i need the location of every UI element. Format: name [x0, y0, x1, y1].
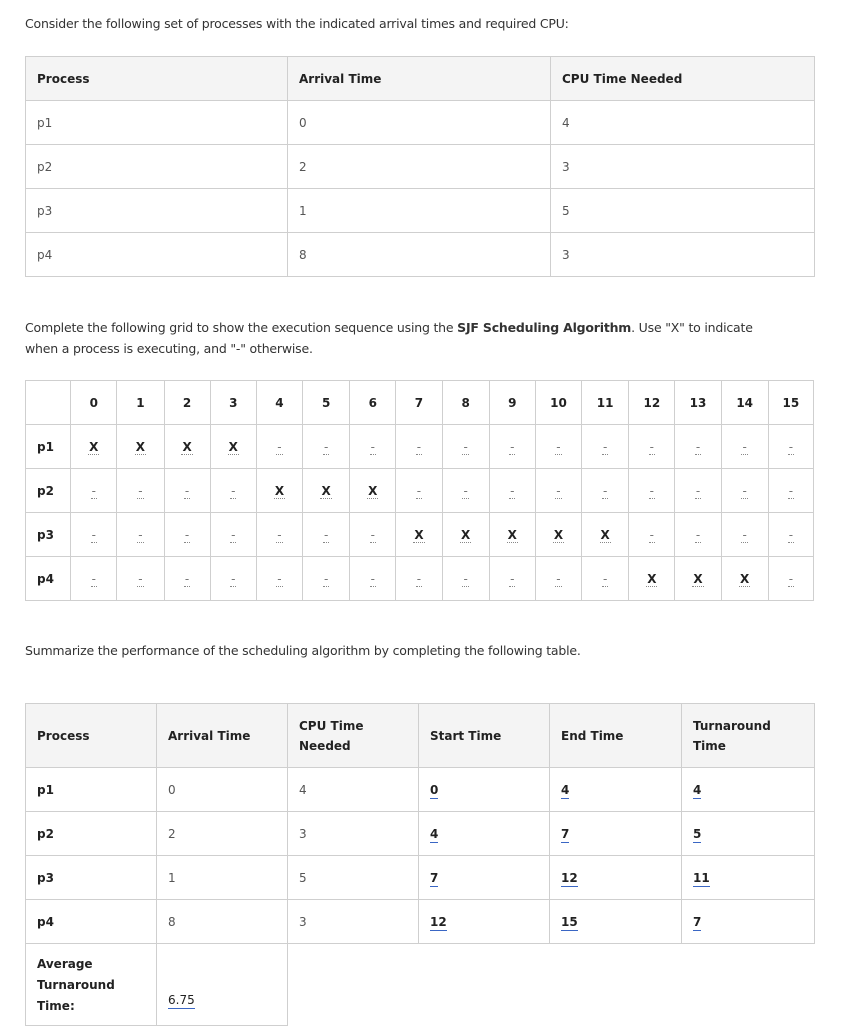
header-turnaround-time: Turnaround Time [682, 704, 815, 768]
grid-cell [768, 513, 813, 557]
table-row [26, 145, 815, 189]
grid-cell [629, 469, 675, 513]
end-time-answer[interactable]: 7 [561, 826, 570, 841]
table-row [26, 856, 815, 900]
grid-corner [26, 381, 71, 425]
time-header: 12 [629, 381, 675, 425]
average-row [26, 944, 815, 1026]
time-header: 4 [256, 381, 302, 425]
grid-cell [489, 425, 535, 469]
time-header: 9 [489, 381, 535, 425]
grid-cell-value[interactable]: - [463, 483, 468, 498]
grid-cell [117, 513, 164, 557]
grid-cell-value[interactable]: X [182, 439, 192, 454]
header-start-time: Start Time [419, 704, 550, 768]
grid-header-row [26, 381, 814, 425]
grid-cell [535, 513, 581, 557]
grid-cell-value[interactable]: - [277, 571, 282, 586]
grid-cell [768, 557, 813, 601]
grid-cell [396, 557, 442, 601]
grid-cell [396, 425, 442, 469]
grid-cell [442, 469, 489, 513]
time-header: 8 [442, 381, 489, 425]
grid-cell-value[interactable]: X [507, 527, 517, 542]
process-cell: p3 [26, 189, 288, 233]
empty-area [288, 944, 815, 1026]
grid-cell-value[interactable]: - [602, 439, 608, 454]
instructions-part2: . Use "X" to indicate when a process is executing, and "-" otherwise. [25, 320, 753, 356]
grid-cell-value[interactable]: - [556, 571, 561, 586]
process-cell: p2 [26, 812, 157, 856]
grid-cell-value[interactable]: - [556, 483, 561, 498]
grid-cell [210, 425, 256, 469]
grid-cell [442, 425, 489, 469]
start-time-answer[interactable]: 4 [430, 826, 439, 841]
grid-cell [256, 425, 302, 469]
turnaround-answer[interactable]: 11 [693, 870, 710, 885]
grid-cell-value[interactable]: - [323, 527, 329, 542]
grid-cell [117, 425, 164, 469]
grid-cell-value[interactable]: - [231, 527, 236, 542]
grid-cell-value[interactable]: - [370, 571, 375, 586]
grid-cell [350, 425, 396, 469]
grid-cell-value[interactable]: - [323, 439, 329, 454]
turnaround-answer[interactable]: 7 [693, 914, 702, 929]
time-header: 1 [117, 381, 164, 425]
start-time-answer[interactable]: 12 [430, 914, 447, 929]
grid-cell [71, 469, 117, 513]
grid-cell [117, 469, 164, 513]
grid-cell [350, 469, 396, 513]
grid-cell-value[interactable]: X [693, 571, 703, 586]
average-turnaround-answer[interactable]: 6.75 [168, 993, 195, 1007]
grid-cell [675, 425, 721, 469]
header-end-time: End Time [550, 704, 682, 768]
grid-cell-value[interactable]: - [91, 527, 96, 542]
summary-text: Summarize the performance of the scheduling algorithm by completing the following table. [25, 643, 581, 658]
end-time-answer[interactable]: 12 [561, 870, 578, 885]
grid-cell [721, 469, 768, 513]
grid-cell-value[interactable]: - [416, 439, 422, 454]
table-row [26, 900, 815, 944]
grid-cell-value[interactable]: - [416, 571, 422, 586]
turnaround-answer[interactable]: 5 [693, 826, 702, 841]
grid-row [26, 425, 814, 469]
grid-cell [303, 425, 350, 469]
grid-cell-value[interactable]: X [461, 527, 471, 542]
instructions-part1: Complete the following grid to show the execution sequence using the [25, 320, 458, 335]
arrival-cell: 1 [288, 189, 551, 233]
cpu-cell: 3 [288, 900, 419, 944]
process-cell: p4 [26, 233, 288, 277]
grid-cell [303, 557, 350, 601]
grid-cell [350, 557, 396, 601]
grid-cell [303, 513, 350, 557]
cpu-cell: 4 [288, 768, 419, 812]
grid-cell-value[interactable]: - [602, 571, 608, 586]
grid-cell [442, 513, 489, 557]
arrival-cell: 0 [157, 768, 288, 812]
grid-cell-value[interactable]: - [510, 571, 515, 586]
grid-cell [535, 425, 581, 469]
summary-table [25, 703, 815, 1026]
grid-cell-value[interactable]: - [370, 527, 375, 542]
grid-cell [71, 557, 117, 601]
grid-cell [629, 513, 675, 557]
grid-cell [489, 513, 535, 557]
arrival-cell: 0 [288, 101, 551, 145]
grid-cell [721, 557, 768, 601]
grid-cell-value[interactable]: - [510, 439, 515, 454]
table-row [26, 768, 815, 812]
grid-cell [71, 513, 117, 557]
time-header: 2 [164, 381, 210, 425]
arrival-cell: 2 [157, 812, 288, 856]
process-cell: p2 [26, 145, 288, 189]
grid-cell-value[interactable]: - [138, 527, 143, 542]
grid-cell-value[interactable]: X [321, 483, 331, 498]
grid-cell-value[interactable]: - [463, 439, 468, 454]
process-table-header [26, 57, 815, 101]
end-time-answer[interactable]: 15 [561, 914, 578, 929]
process-cell: p4 [26, 900, 157, 944]
start-time-answer[interactable]: 0 [430, 782, 439, 797]
grid-cell [256, 557, 302, 601]
grid-cell [582, 557, 629, 601]
intro-text: Consider the following set of processes with the indicated arrival times and required CPU: [25, 16, 569, 31]
grid-cell [721, 425, 768, 469]
grid-cell-value[interactable]: X [228, 439, 238, 454]
process-cell: p3 [26, 856, 157, 900]
time-header: 15 [768, 381, 813, 425]
header-arrival-time: Arrival Time [288, 57, 551, 101]
cpu-cell: 3 [288, 812, 419, 856]
grid-cell [256, 469, 302, 513]
grid-cell [350, 513, 396, 557]
grid-cell [164, 513, 210, 557]
grid-cell-value[interactable]: - [184, 527, 190, 542]
grid-cell [582, 513, 629, 557]
grid-cell-value[interactable]: X [740, 571, 750, 586]
grid-cell-value[interactable]: - [649, 527, 654, 542]
arrival-cell: 1 [157, 856, 288, 900]
grid-cell-value[interactable]: - [416, 483, 422, 498]
turnaround-answer[interactable]: 4 [693, 782, 702, 797]
grid-cell [164, 469, 210, 513]
table-row [26, 812, 815, 856]
grid-cell-value[interactable]: - [649, 439, 654, 454]
grid-cell-value[interactable]: - [323, 571, 329, 586]
grid-cell [489, 469, 535, 513]
grid-cell-value[interactable]: X [553, 527, 564, 542]
grid-cell [629, 557, 675, 601]
grid-row [26, 557, 814, 601]
grid-cell-value[interactable]: - [742, 483, 747, 498]
time-header: 6 [350, 381, 396, 425]
grid-cell-value[interactable]: - [695, 527, 701, 542]
grid-cell-value[interactable]: - [788, 527, 794, 542]
cpu-cell: 5 [551, 189, 815, 233]
cpu-cell: 5 [288, 856, 419, 900]
grid-cell [164, 557, 210, 601]
start-time-answer[interactable]: 7 [430, 870, 439, 885]
grid-cell-value[interactable]: - [91, 483, 96, 498]
time-header: 3 [210, 381, 256, 425]
execution-grid [25, 380, 814, 601]
grid-cell-value[interactable]: - [556, 439, 561, 454]
grid-cell [210, 513, 256, 557]
grid-cell [582, 425, 629, 469]
grid-cell [629, 425, 675, 469]
grid-cell [396, 513, 442, 557]
grid-cell-value[interactable]: - [184, 571, 190, 586]
table-row [26, 101, 815, 145]
process-cell: p1 [26, 101, 288, 145]
grid-cell-value[interactable]: X [135, 439, 146, 454]
process-table [25, 56, 815, 277]
grid-row [26, 469, 814, 513]
table-row [26, 189, 815, 233]
grid-cell [675, 469, 721, 513]
grid-cell-value[interactable]: X [414, 527, 424, 542]
time-header: 0 [71, 381, 117, 425]
grid-cell-value[interactable]: - [695, 439, 701, 454]
cpu-cell: 4 [551, 101, 815, 145]
grid-cell [535, 557, 581, 601]
average-label: Average Turnaround Time: [26, 944, 157, 1026]
grid-cell-value[interactable]: X [274, 483, 285, 498]
header-cpu-time: CPU Time Needed [288, 704, 419, 768]
grid-cell-value[interactable]: - [370, 439, 375, 454]
grid-cell-value[interactable]: X [89, 439, 99, 454]
grid-cell-value[interactable]: - [184, 483, 190, 498]
grid-cell [675, 557, 721, 601]
grid-cell [210, 469, 256, 513]
grid-cell-value[interactable]: - [742, 527, 747, 542]
grid-cell-value[interactable]: X [368, 483, 378, 498]
algorithm-name: SJF Scheduling Algorithm [457, 320, 632, 335]
process-cell: p1 [26, 768, 157, 812]
header-process: Process [26, 57, 288, 101]
grid-cell [675, 513, 721, 557]
time-header: 14 [721, 381, 768, 425]
cpu-cell: 3 [551, 145, 815, 189]
grid-cell-value[interactable]: X [647, 571, 657, 586]
grid-cell [582, 469, 629, 513]
summary-table-header [26, 704, 815, 768]
time-header: 11 [582, 381, 629, 425]
arrival-cell: 8 [157, 900, 288, 944]
header-cpu-time: CPU Time Needed [551, 57, 815, 101]
grid-cell [210, 557, 256, 601]
grid-cell [442, 557, 489, 601]
instructions-text [25, 317, 785, 359]
grid-cell-value[interactable]: - [277, 439, 282, 454]
grid-cell [256, 513, 302, 557]
grid-cell-value[interactable]: - [788, 483, 794, 498]
grid-cell [117, 557, 164, 601]
time-header: 10 [535, 381, 581, 425]
grid-cell [768, 425, 813, 469]
grid-cell-value[interactable]: - [463, 571, 468, 586]
grid-cell-value[interactable]: - [788, 439, 794, 454]
grid-process-label: p3 [26, 513, 71, 557]
grid-cell-value[interactable]: - [277, 527, 282, 542]
grid-cell-value[interactable]: - [91, 571, 96, 586]
arrival-cell: 2 [288, 145, 551, 189]
grid-cell-value[interactable]: - [510, 483, 515, 498]
grid-cell-value[interactable]: - [695, 483, 701, 498]
grid-cell [768, 469, 813, 513]
end-time-answer[interactable]: 4 [561, 782, 570, 797]
grid-cell [535, 469, 581, 513]
grid-process-label: p2 [26, 469, 71, 513]
grid-cell [721, 513, 768, 557]
grid-cell [396, 469, 442, 513]
grid-cell-value[interactable]: - [649, 483, 654, 498]
grid-cell [71, 425, 117, 469]
grid-cell-value[interactable]: - [231, 571, 236, 586]
grid-cell-value[interactable]: - [742, 439, 747, 454]
grid-process-label: p4 [26, 557, 71, 601]
grid-cell [303, 469, 350, 513]
time-header: 5 [303, 381, 350, 425]
grid-cell-value[interactable]: - [602, 483, 608, 498]
table-row [26, 233, 815, 277]
time-header: 7 [396, 381, 442, 425]
arrival-cell: 8 [288, 233, 551, 277]
grid-cell-value[interactable]: - [231, 483, 236, 498]
grid-cell-value[interactable]: X [600, 527, 610, 542]
grid-process-label: p1 [26, 425, 71, 469]
header-arrival-time: Arrival Time [157, 704, 288, 768]
header-process: Process [26, 704, 157, 768]
grid-cell-value[interactable]: - [788, 571, 794, 586]
time-header: 13 [675, 381, 721, 425]
grid-cell-value[interactable]: - [138, 571, 143, 586]
grid-cell [489, 557, 535, 601]
grid-row [26, 513, 814, 557]
grid-cell-value[interactable]: - [138, 483, 143, 498]
cpu-cell: 3 [551, 233, 815, 277]
grid-cell [164, 425, 210, 469]
